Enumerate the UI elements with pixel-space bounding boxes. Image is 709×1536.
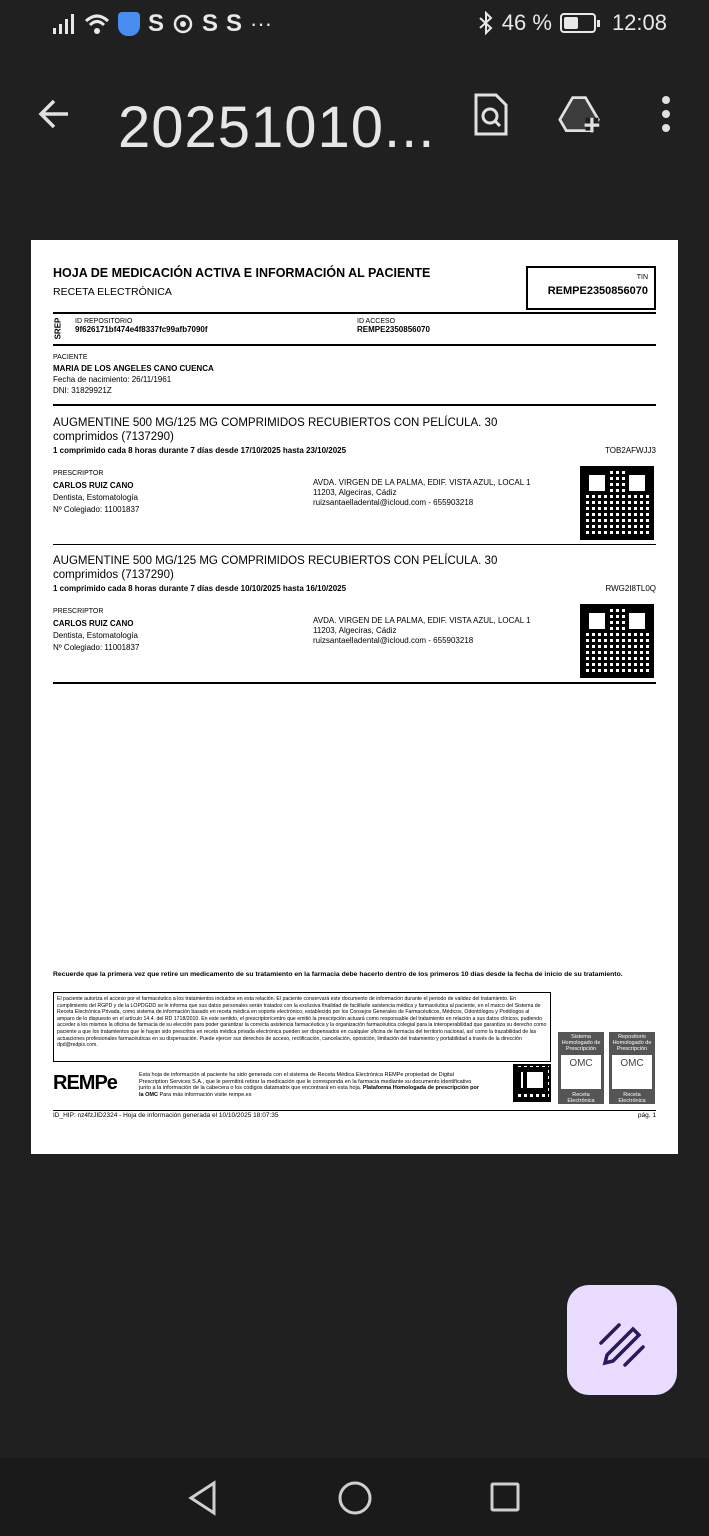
badge-omc: OMC [561, 1055, 601, 1089]
patient-dni: DNI: 31829921Z [53, 386, 112, 395]
shield-icon [118, 12, 140, 36]
clock: 12:08 [611, 10, 667, 35]
repo-label: ID REPOSITORIO [75, 318, 133, 325]
access-label: ID ACCESO [357, 318, 396, 325]
prescriber-name: CARLOS RUIZ CANO [53, 619, 134, 628]
prescription-code: RWG2I8TL0Q [605, 584, 656, 593]
battery-percent: 46 % [501, 10, 552, 35]
prescriber-specialty: Dentista, Estomatología [53, 631, 138, 640]
badge-top: Repositorio Homologado de Prescripción [612, 1034, 652, 1052]
document-page [31, 240, 678, 1154]
status-letter: S [202, 10, 219, 37]
badge-bottom: Receta Electrónica Privada [567, 1092, 595, 1110]
more-vert-icon[interactable] [644, 92, 688, 138]
access-value: REMPE2350856070 [357, 325, 430, 334]
prescriber-city: 11203, Algeciras, Cádiz [313, 626, 397, 635]
document-subheading: RECETA ELECTRÓNICA [53, 286, 172, 298]
footer-info: Esta hoja de información al paciente ha sido generada con el sistema de Receta Médica Electrónica REMPe propiedad de Digital Prescription Services S.A., que le permitirá retirar la medicación que le corresponda en la farmacia mediante su documento identificativo junto a la información de la cabecera o los códigos datamatrix que encontrará en esta hoja. [139, 1072, 472, 1091]
prescriber-specialty: Dentista, Estomatología [53, 493, 138, 502]
medication-title: AUGMENTINE 500 MG/125 MG COMPRIMIDOS RECUBIERTOS CON PELÍCULA. 30 comprimidos (7137290) [53, 417, 498, 443]
prescription-item [53, 416, 533, 455]
patient-dob: Fecha de nacimiento: 26/11/1961 [53, 375, 172, 384]
footer-datamatrix [513, 1064, 551, 1102]
medication-title: AUGMENTINE 500 MG/125 MG COMPRIMIDOS RECUBIERTOS CON PELÍCULA. 30 comprimidos (7137290) [53, 555, 498, 581]
nav-recents-icon[interactable] [489, 1481, 521, 1513]
edit-fab-button[interactable] [567, 1285, 677, 1395]
legal-text: El paciente autoriza el acceso por el farmacéutico a los tratamientos incluidos en esta relación. El paciente conservará este documento de información durante el periodo de validez del tratamiento. En cumplimiento del RGPD y de la LOPDGDD se le informa que sus datos personales serán tratados con la exclusiva finalidad de facilitarle asistencia médica y farmacéutica al paciente, en el marco del Sistema de Receta Electrónica Privada, como sistema de información basado en receta médica en soporte electrónico, establecido por los Consejos Generales de Farmacéuticos, Médicos, Odontólogos y Podólogos al amparo de lo dispuesto en el artículo 14.4. del RD 1718/2010. En este sentido, el prescriptor/centro que emitió la prescripción actuará como responsable del tratamiento en relación a sus datos clínicos, pudiendo acceder a los mismos la oficina de farmacia de su elección para poder garantizar la correcta asistencia farmacéutica y la organización farmacéutica colegial para la interoperabilidad que garantiza su derecho como paciente a que los tratamientos que le hayan sido prescritos en receta médica privada electrónica pueden ser dispensados en cualquier oficina de farmacia del territorio nacional, así como la trazabilidad de las actuaciones profesionales farmacéuticas en su dispensación. Puede ejercer sus derechos de acceso, rectificación, cancelación, oposición, limitación del tratamiento y portabilidad a través de la dirección dpd@redpis.com. [53, 992, 551, 1062]
edit-pen-icon [567, 1285, 677, 1395]
prescriber-name: CARLOS RUIZ CANO [53, 481, 134, 490]
search-document-icon[interactable] [468, 92, 512, 138]
dosage: 1 comprimido cada 8 horas durante 7 días desde 10/10/2025 hasta 16/10/2025 [53, 584, 347, 593]
bluetooth-icon [478, 11, 494, 35]
signal-icon [52, 13, 76, 35]
patient-label: PACIENTE [53, 354, 88, 361]
footer-platform: Plataforma Homologada de prescripción por la OMC [139, 1085, 479, 1098]
datamatrix-code [580, 466, 654, 540]
badge-sistema [558, 1032, 604, 1110]
page-number: pág. 1 [637, 1112, 656, 1119]
flower-icon [172, 13, 194, 35]
nav-home-icon[interactable] [337, 1480, 373, 1516]
status-bar [0, 0, 709, 50]
nav-back-icon[interactable] [186, 1480, 220, 1516]
prescriber-contact: ruizsantaelladental@icloud.com - 655903218 [313, 498, 474, 507]
footer-more: Para más información visite rempe.es [159, 1091, 252, 1098]
prescriber-address: AVDA. VIRGEN DE LA PALMA, EDIF. VISTA AZUL, LOCAL 1 [313, 478, 531, 487]
badge-omc: OMC [612, 1055, 652, 1089]
more-notifications: ··· [250, 11, 273, 36]
id-hip: ID_HIP: nz4fzJID2324 - Hoja de información generada el 10/10/2025 18:07:35 [53, 1112, 279, 1119]
prescriber-colegiado: Nº Colegiado: 11001837 [53, 505, 140, 514]
document-title: 20251010... [118, 95, 436, 160]
srep-label: SREP [53, 317, 63, 340]
patient-name: MARIA DE LOS ANGELES CANO CUENCA [53, 364, 214, 373]
prescriber-label: PRESCRIPTOR [53, 608, 104, 615]
back-arrow-icon[interactable] [34, 92, 78, 136]
prescription-code: TOB2AFWJJ3 [605, 446, 656, 455]
drive-add-icon[interactable] [558, 92, 602, 138]
tin-label: TIN [636, 274, 648, 281]
navigation-bar [0, 1458, 709, 1536]
rempe-logo: REMPe [53, 1072, 117, 1094]
badge-bottom: Receta Electrónica Privada [618, 1092, 646, 1110]
badge-top: Sistema Homologado de Prescripción [561, 1034, 601, 1052]
reminder-text: Recuerde que la primera vez que retire un medicamento de su tratamiento en la farmacia debe hacerlo dentro de los primeros 10 días desde la fecha de inicio de su tratamiento. [53, 971, 623, 978]
prescriber-colegiado: Nº Colegiado: 11001837 [53, 643, 140, 652]
prescriber-city: 11203, Algeciras, Cádiz [313, 488, 397, 497]
tin-box [526, 266, 656, 310]
prescription-item [53, 554, 533, 593]
wifi-icon [84, 13, 110, 35]
document-heading: HOJA DE MEDICACIÓN ACTIVA E INFORMACIÓN AL PACIENTE [53, 266, 431, 280]
status-letter: S [226, 10, 243, 37]
datamatrix-code [580, 604, 654, 678]
badge-repositorio [609, 1032, 655, 1110]
app-bar [0, 70, 709, 180]
prescriber-contact: ruizsantaelladental@icloud.com - 655903218 [313, 636, 474, 645]
repo-value: 9f626171bf474e4f8337fc99afb7090f [75, 325, 208, 334]
status-letter: S [148, 10, 165, 37]
prescriber-address: AVDA. VIRGEN DE LA PALMA, EDIF. VISTA AZUL, LOCAL 1 [313, 616, 531, 625]
dosage: 1 comprimido cada 8 horas durante 7 días desde 17/10/2025 hasta 23/10/2025 [53, 446, 347, 455]
prescriber-label: PRESCRIPTOR [53, 470, 104, 477]
battery-icon [560, 13, 596, 33]
tin-value: REMPE2350856070 [547, 285, 648, 297]
